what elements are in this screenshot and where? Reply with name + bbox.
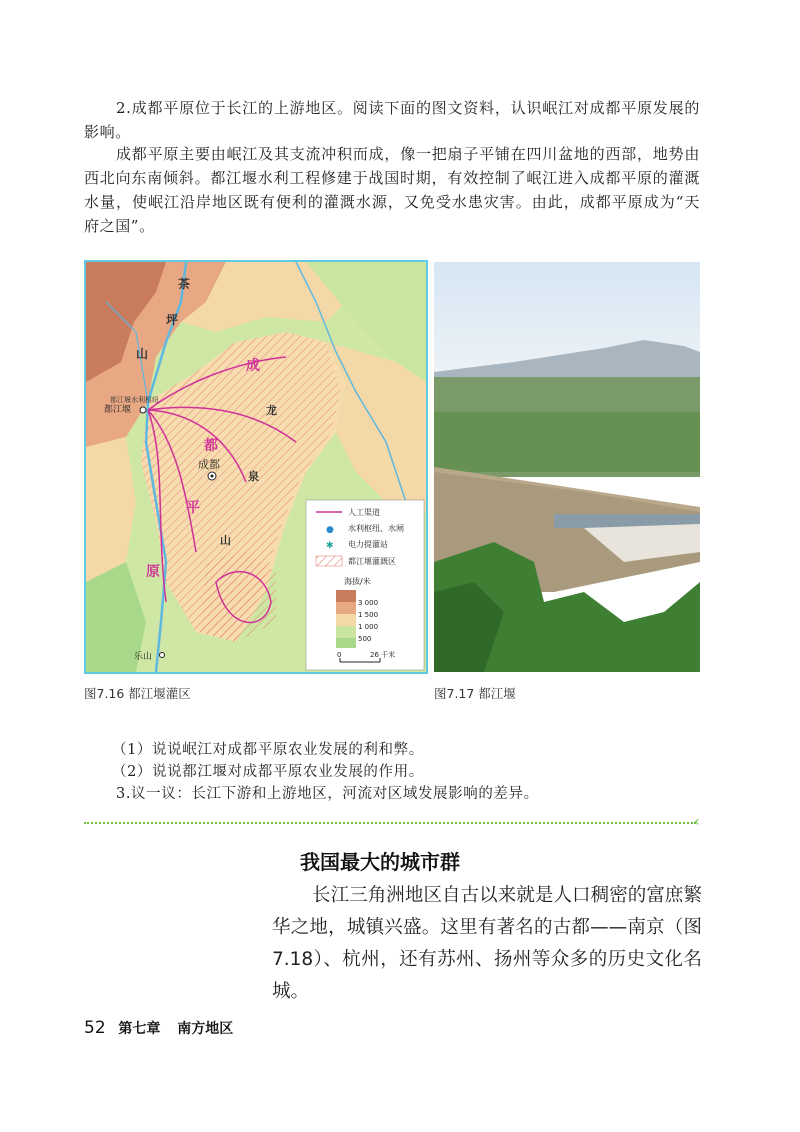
- legend-canal: 人工渠道: [348, 508, 380, 517]
- label-chengdu: 成都: [198, 458, 220, 471]
- question-2-2: （2）说说都江堰对成都平原农业发展的作用。: [112, 764, 424, 780]
- question-2: 2.成都平原位于长江的上游地区。阅读下面的图文资料，认识岷江对成都平原发展的影响。: [84, 99, 700, 141]
- chapter-name: 南方地区: [177, 1021, 234, 1037]
- legend-elev-title: 海拔/米: [344, 577, 371, 586]
- elev-swatch-3000: [336, 590, 356, 602]
- page-footer: [84, 1018, 233, 1038]
- label-cheng: 成: [246, 358, 260, 374]
- section-title: 我国最大的城市群: [300, 850, 460, 874]
- legend-irrigated-swatch: [316, 556, 342, 566]
- legend-pump: 电力提灌站: [348, 540, 388, 549]
- chevron-left-icon: ‹: [694, 814, 700, 830]
- elev-label-3000: 3 000: [358, 599, 379, 607]
- elev-label-500: 500: [358, 635, 372, 643]
- elev-label-1500: 1 500: [358, 611, 379, 619]
- section-divider: [84, 822, 696, 824]
- city-trees: [434, 412, 700, 472]
- irrigation-map: [84, 260, 428, 674]
- dujiangyan-photo: [434, 262, 700, 672]
- label-long: 龙: [266, 404, 277, 417]
- figure-7-16-caption: 图7.16 都江堰灌区: [84, 686, 191, 701]
- leshan-dot: [160, 653, 165, 658]
- figure-7-17-caption: 图7.17 都江堰: [434, 686, 516, 701]
- label-cha: 茶: [178, 277, 191, 291]
- photo-svg: [434, 262, 700, 672]
- elev-swatch-500: [336, 626, 356, 638]
- intro-paragraph: 成都平原主要由岷江及其支流冲积而成，像一把扇子平铺在四川盆地的西部，地势由西北向东南倾斜。都江堰水利工程修建于战国时期，有效控制了岷江进入成都平原的灌溉水量，使岷江沿岸地区既有便利的灌溉水源，又免受水患灾害。由此，成都平原成为“天府之国”。: [84, 145, 700, 235]
- legend-hydro: 水利枢纽、水闸: [348, 524, 404, 533]
- elev-label-1000: 1 000: [358, 623, 379, 631]
- hydro-icon: ●: [326, 525, 334, 535]
- elev-swatch-low: [336, 638, 356, 648]
- dujiangyan-dot: [140, 407, 146, 413]
- label-dujiangyan: 都江堰: [104, 405, 132, 415]
- question-2-1: （1）说说岷江对成都平原农业发展的利和弊。: [112, 742, 424, 758]
- section-body: 长江三角洲地区自古以来就是人口稠密的富庶繁华之地，城镇兴盛。这里有著名的古都——南京（图7.18）、杭州，还有苏州、扬州等众多的历史文化名城。: [272, 885, 702, 1002]
- question-3: 3.议一议：长江下游和上游地区，河流对区域发展影响的差异。: [116, 786, 539, 802]
- label-ping: 坪: [166, 313, 179, 327]
- map-legend: [306, 500, 424, 670]
- label-hub: 都江堰水利枢纽: [110, 396, 159, 404]
- label-du: 都: [204, 438, 218, 454]
- label-leshan: 乐山: [134, 652, 153, 662]
- legend-irrigated: 都江堰灌溉区: [348, 557, 396, 566]
- scale-value: 26 千米: [370, 651, 396, 659]
- chapter-label: 第七章: [118, 1021, 161, 1037]
- label-quan: 泉: [248, 470, 259, 483]
- scale-zero: 0: [337, 651, 342, 659]
- label-ping2: 平: [186, 500, 200, 516]
- map-svg: [86, 262, 426, 672]
- label-shan: 山: [136, 347, 149, 361]
- label-shan2: 山: [220, 534, 231, 547]
- chengdu-dot-center: [211, 475, 214, 478]
- elev-swatch-1500: [336, 602, 356, 614]
- elev-swatch-1000: [336, 614, 356, 626]
- pump-icon: ✱: [326, 541, 334, 551]
- page-number: 52: [84, 1018, 106, 1038]
- label-yuan: 原: [146, 564, 160, 580]
